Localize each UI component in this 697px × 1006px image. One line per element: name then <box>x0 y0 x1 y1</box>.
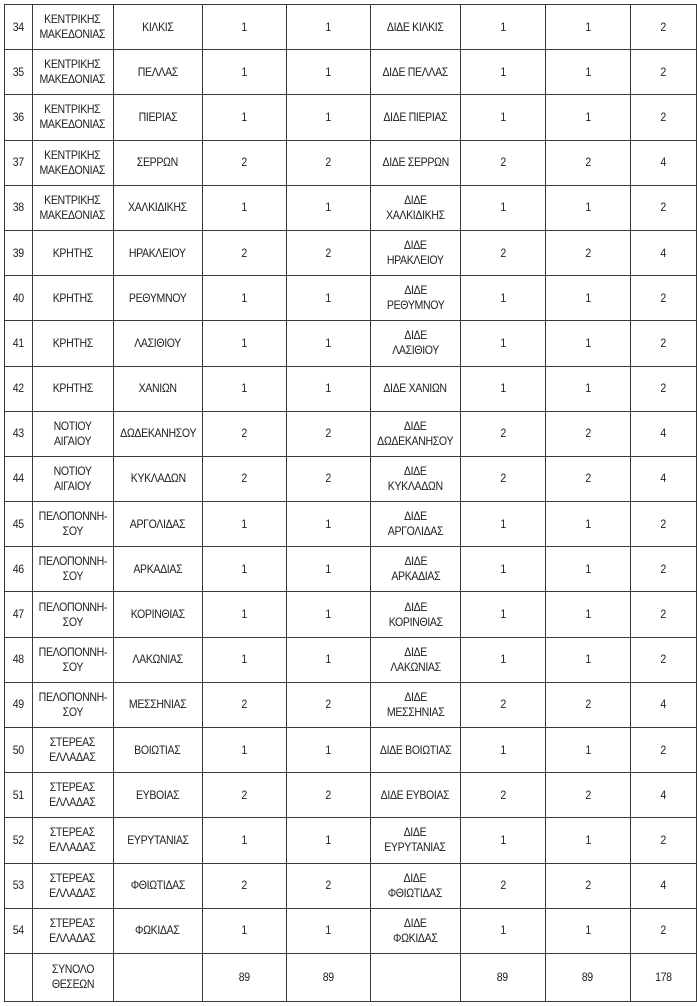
positions-a-cell: 1 <box>202 592 286 637</box>
positions-b-cell: 1 <box>286 502 370 547</box>
total-positions-cell: 4 <box>630 682 696 727</box>
table-row <box>5 818 697 863</box>
positions-d-cell: 2 <box>545 456 630 501</box>
positions-a-cell: 1 <box>202 276 286 321</box>
regional-unit-cell: ΡΕΘΥΜΝΟΥ <box>113 276 202 321</box>
positions-b-cell: 1 <box>286 5 370 50</box>
summary-label-text: ΣΥΝΟΛΟ ΘΕΣΕΩΝ <box>51 962 94 992</box>
row-number-cell: 46 <box>5 547 33 592</box>
region-cell: ΚΕΝΤΡΙΚΗΣ ΜΑΚΕΔΟΝΙΑΣ <box>32 50 113 95</box>
directorate-cell: ΔΙΔΕ ΦΘΙΩΤΙΔΑΣ <box>370 863 460 908</box>
directorate-cell: ΔΙΔΕ ΕΥΡΥΤΑΝΙΑΣ <box>370 818 460 863</box>
directorate-cell: ΔΙΔΕ ΦΩΚΙΔΑΣ <box>370 908 460 953</box>
directorate-cell: ΔΙΔΕ ΠΙΕΡΙΑΣ <box>370 95 460 140</box>
positions-a-cell: 1 <box>202 502 286 547</box>
positions-b-cell: 1 <box>286 547 370 592</box>
positions-c-cell: 1 <box>460 637 545 682</box>
row-number-cell: 53 <box>5 863 33 908</box>
summary-empty-cell <box>5 953 33 1001</box>
positions-d-cell: 1 <box>545 321 630 366</box>
positions-c-cell: 1 <box>460 50 545 95</box>
summary-empty-cell <box>113 953 202 1001</box>
positions-d-cell: 1 <box>545 592 630 637</box>
positions-d-cell: 1 <box>545 366 630 411</box>
regional-unit-cell: ΚΙΛΚΙΣ <box>113 5 202 50</box>
region-cell: ΠΕΛΟΠΟΝΝΗ- ΣΟΥ <box>32 637 113 682</box>
table-row <box>5 230 697 275</box>
directorate-cell: ΔΙΔΕ ΣΕΡΡΩΝ <box>370 140 460 185</box>
region-cell: ΠΕΛΟΠΟΝΝΗ- ΣΟΥ <box>32 547 113 592</box>
summary-total-text: 178 <box>655 969 672 984</box>
regional-unit-cell: ΦΩΚΙΔΑΣ <box>113 908 202 953</box>
directorate-cell: ΔΙΔΕ ΑΡΚΑΔΙΑΣ <box>370 547 460 592</box>
positions-b-cell: 1 <box>286 321 370 366</box>
positions-a-cell: 1 <box>202 728 286 773</box>
directorate-cell: ΔΙΔΕ ΡΕΘΥΜΝΟΥ <box>370 276 460 321</box>
total-positions-cell: 2 <box>630 95 696 140</box>
table-row <box>5 276 697 321</box>
positions-d-cell: 1 <box>545 818 630 863</box>
regional-unit-cell: ΛΑΚΩΝΙΑΣ <box>113 637 202 682</box>
summary-row <box>5 953 697 1001</box>
positions-a-cell: 1 <box>202 321 286 366</box>
row-number-cell: 38 <box>5 185 33 230</box>
total-positions-cell: 2 <box>630 321 696 366</box>
positions-c-cell: 1 <box>460 185 545 230</box>
positions-c-cell: 2 <box>460 230 545 275</box>
directorate-cell: ΔΙΔΕ ΠΕΛΛΑΣ <box>370 50 460 95</box>
regional-unit-cell: ΒΟΙΩΤΙΑΣ <box>113 728 202 773</box>
positions-d-cell: 2 <box>545 140 630 185</box>
regional-unit-cell: ΑΡΓΟΛΙΔΑΣ <box>113 502 202 547</box>
positions-d-cell: 2 <box>545 230 630 275</box>
positions-c-cell: 1 <box>460 908 545 953</box>
row-number-cell: 39 <box>5 230 33 275</box>
positions-c-cell: 1 <box>460 276 545 321</box>
positions-b-cell: 2 <box>286 863 370 908</box>
region-cell: ΣΤΕΡΕΑΣ ΕΛΛΑΔΑΣ <box>32 773 113 818</box>
region-cell: ΠΕΛΟΠΟΝΝΗ- ΣΟΥ <box>32 592 113 637</box>
total-positions-cell: 2 <box>630 818 696 863</box>
positions-d-cell: 1 <box>545 502 630 547</box>
regional-unit-cell: ΠΕΛΛΑΣ <box>113 50 202 95</box>
region-cell: ΝΟΤΙΟΥ ΑΙΓΑΙΟΥ <box>32 456 113 501</box>
regional-unit-cell: ΔΩΔΕΚΑΝΗΣΟΥ <box>113 411 202 456</box>
total-positions-cell: 2 <box>630 592 696 637</box>
total-positions-cell: 4 <box>630 230 696 275</box>
positions-c-cell: 1 <box>460 547 545 592</box>
directorate-cell: ΔΙΔΕ ΑΡΓΟΛΙΔΑΣ <box>370 502 460 547</box>
positions-c-cell: 2 <box>460 773 545 818</box>
regional-unit-cell: ΜΕΣΣΗΝΙΑΣ <box>113 682 202 727</box>
positions-d-cell: 2 <box>545 773 630 818</box>
positions-d-cell: 1 <box>545 5 630 50</box>
total-positions-cell: 4 <box>630 411 696 456</box>
table-row <box>5 50 697 95</box>
positions-a-cell: 2 <box>202 140 286 185</box>
positions-b-cell: 1 <box>286 637 370 682</box>
total-positions-cell: 2 <box>630 728 696 773</box>
positions-b-cell: 1 <box>286 908 370 953</box>
region-cell: ΣΤΕΡΕΑΣ ΕΛΛΑΔΑΣ <box>32 818 113 863</box>
table-row <box>5 637 697 682</box>
table-row <box>5 728 697 773</box>
row-number-cell: 37 <box>5 140 33 185</box>
positions-b-cell: 2 <box>286 456 370 501</box>
row-number-cell: 54 <box>5 908 33 953</box>
row-number-cell: 43 <box>5 411 33 456</box>
positions-d-cell: 1 <box>545 276 630 321</box>
positions-a-cell: 1 <box>202 637 286 682</box>
positions-c-cell: 1 <box>460 366 545 411</box>
table-row <box>5 5 697 50</box>
row-number-cell: 48 <box>5 637 33 682</box>
table-row <box>5 773 697 818</box>
directorate-cell: ΔΙΔΕ ΧΑΝΙΩΝ <box>370 366 460 411</box>
region-cell: ΣΤΕΡΕΑΣ ΕΛΛΑΔΑΣ <box>32 863 113 908</box>
positions-table <box>4 4 697 1002</box>
regional-unit-cell: ΧΑΝΙΩΝ <box>113 366 202 411</box>
region-cell: ΚΕΝΤΡΙΚΗΣ ΜΑΚΕΔΟΝΙΑΣ <box>32 5 113 50</box>
region-cell: ΚΕΝΤΡΙΚΗΣ ΜΑΚΕΔΟΝΙΑΣ <box>32 95 113 140</box>
positions-c-cell: 1 <box>460 592 545 637</box>
positions-a-cell: 1 <box>202 908 286 953</box>
positions-d-cell: 2 <box>545 411 630 456</box>
positions-a-cell: 1 <box>202 185 286 230</box>
table-row <box>5 95 697 140</box>
total-positions-cell: 2 <box>630 547 696 592</box>
positions-d-cell: 1 <box>545 637 630 682</box>
regional-unit-cell: ΚΟΡΙΝΘΙΑΣ <box>113 592 202 637</box>
table-row <box>5 366 697 411</box>
positions-c-cell: 1 <box>460 95 545 140</box>
positions-c-cell: 1 <box>460 728 545 773</box>
positions-b-cell: 1 <box>286 728 370 773</box>
region-cell: ΚΡΗΤΗΣ <box>32 276 113 321</box>
directorate-cell: ΔΙΔΕ ΚΟΡΙΝΘΙΑΣ <box>370 592 460 637</box>
positions-table-sheet <box>4 4 697 1002</box>
row-number-cell: 50 <box>5 728 33 773</box>
positions-c-cell: 2 <box>460 863 545 908</box>
total-positions-cell: 2 <box>630 637 696 682</box>
table-row <box>5 863 697 908</box>
positions-a-cell: 1 <box>202 547 286 592</box>
positions-c-cell: 1 <box>460 502 545 547</box>
table-row <box>5 321 697 366</box>
table-row <box>5 411 697 456</box>
positions-d-cell: 1 <box>545 50 630 95</box>
summary-positions-d-cell <box>545 953 630 1001</box>
positions-d-cell: 1 <box>545 728 630 773</box>
positions-c-cell: 1 <box>460 321 545 366</box>
positions-d-cell: 1 <box>545 95 630 140</box>
total-positions-cell: 2 <box>630 502 696 547</box>
positions-b-cell: 2 <box>286 140 370 185</box>
total-positions-cell: 2 <box>630 185 696 230</box>
positions-b-cell: 1 <box>286 366 370 411</box>
region-cell: ΚΕΝΤΡΙΚΗΣ ΜΑΚΕΔΟΝΙΑΣ <box>32 185 113 230</box>
summary-positions-a-text: 89 <box>238 969 250 984</box>
directorate-cell: ΔΙΔΕ ΕΥΒΟΙΑΣ <box>370 773 460 818</box>
total-positions-cell: 4 <box>630 773 696 818</box>
positions-d-cell: 1 <box>545 185 630 230</box>
regional-unit-cell: ΠΙΕΡΙΑΣ <box>113 95 202 140</box>
positions-b-cell: 2 <box>286 230 370 275</box>
row-number-cell: 52 <box>5 818 33 863</box>
positions-a-cell: 2 <box>202 456 286 501</box>
row-number-cell: 34 <box>5 5 33 50</box>
row-number-cell: 45 <box>5 502 33 547</box>
directorate-cell: ΔΙΔΕ ΔΩΔΕΚΑΝΗΣΟΥ <box>370 411 460 456</box>
directorate-cell: ΔΙΔΕ ΧΑΛΚΙΔΙΚΗΣ <box>370 185 460 230</box>
regional-unit-cell: ΦΘΙΩΤΙΔΑΣ <box>113 863 202 908</box>
row-number-cell: 40 <box>5 276 33 321</box>
positions-d-cell: 1 <box>545 547 630 592</box>
directorate-cell: ΔΙΔΕ ΛΑΣΙΘΙΟΥ <box>370 321 460 366</box>
region-cell: ΠΕΛΟΠΟΝΝΗ- ΣΟΥ <box>32 502 113 547</box>
regional-unit-cell: ΣΕΡΡΩΝ <box>113 140 202 185</box>
table-row <box>5 185 697 230</box>
table-row <box>5 592 697 637</box>
summary-positions-a-cell <box>202 953 286 1001</box>
total-positions-cell: 4 <box>630 863 696 908</box>
positions-d-cell: 1 <box>545 908 630 953</box>
directorate-cell: ΔΙΔΕ ΚΙΛΚΙΣ <box>370 5 460 50</box>
total-positions-cell: 2 <box>630 366 696 411</box>
table-row <box>5 456 697 501</box>
table-row <box>5 140 697 185</box>
table-body <box>5 5 697 1002</box>
summary-label-cell <box>32 953 113 1001</box>
directorate-cell: ΔΙΔΕ ΛΑΚΩΝΙΑΣ <box>370 637 460 682</box>
positions-b-cell: 1 <box>286 95 370 140</box>
positions-c-cell: 1 <box>460 818 545 863</box>
positions-b-cell: 2 <box>286 773 370 818</box>
positions-b-cell: 2 <box>286 682 370 727</box>
region-cell: ΝΟΤΙΟΥ ΑΙΓΑΙΟΥ <box>32 411 113 456</box>
positions-d-cell: 2 <box>545 863 630 908</box>
total-positions-cell: 2 <box>630 276 696 321</box>
total-positions-cell: 4 <box>630 140 696 185</box>
table-row <box>5 502 697 547</box>
row-number-cell: 47 <box>5 592 33 637</box>
positions-b-cell: 1 <box>286 185 370 230</box>
table-row <box>5 547 697 592</box>
positions-a-cell: 2 <box>202 230 286 275</box>
summary-positions-b-text: 89 <box>322 969 334 984</box>
regional-unit-cell: ΛΑΣΙΘΙΟΥ <box>113 321 202 366</box>
positions-b-cell: 1 <box>286 50 370 95</box>
positions-a-cell: 2 <box>202 682 286 727</box>
region-cell: ΚΡΗΤΗΣ <box>32 321 113 366</box>
positions-a-cell: 1 <box>202 50 286 95</box>
positions-c-cell: 2 <box>460 456 545 501</box>
summary-positions-c-cell <box>460 953 545 1001</box>
positions-c-cell: 1 <box>460 5 545 50</box>
positions-c-cell: 2 <box>460 140 545 185</box>
regional-unit-cell: ΑΡΚΑΔΙΑΣ <box>113 547 202 592</box>
positions-b-cell: 2 <box>286 411 370 456</box>
region-cell: ΚΡΗΤΗΣ <box>32 366 113 411</box>
row-number-cell: 44 <box>5 456 33 501</box>
positions-b-cell: 1 <box>286 276 370 321</box>
row-number-cell: 35 <box>5 50 33 95</box>
total-positions-cell: 2 <box>630 50 696 95</box>
directorate-cell: ΔΙΔΕ ΜΕΣΣΗΝΙΑΣ <box>370 682 460 727</box>
positions-b-cell: 1 <box>286 818 370 863</box>
row-number-cell: 49 <box>5 682 33 727</box>
regional-unit-cell: ΚΥΚΛΑΔΩΝ <box>113 456 202 501</box>
directorate-cell: ΔΙΔΕ ΚΥΚΛΑΔΩΝ <box>370 456 460 501</box>
region-cell: ΚΕΝΤΡΙΚΗΣ ΜΑΚΕΔΟΝΙΑΣ <box>32 140 113 185</box>
region-cell: ΚΡΗΤΗΣ <box>32 230 113 275</box>
positions-a-cell: 2 <box>202 411 286 456</box>
regional-unit-cell: ΕΥΒΟΙΑΣ <box>113 773 202 818</box>
total-positions-cell: 2 <box>630 5 696 50</box>
positions-c-cell: 2 <box>460 411 545 456</box>
region-cell: ΠΕΛΟΠΟΝΝΗ- ΣΟΥ <box>32 682 113 727</box>
row-number-cell: 41 <box>5 321 33 366</box>
positions-a-cell: 1 <box>202 95 286 140</box>
summary-empty-cell <box>370 953 460 1001</box>
summary-positions-d-text: 89 <box>582 969 594 984</box>
positions-a-cell: 1 <box>202 366 286 411</box>
row-number-cell: 51 <box>5 773 33 818</box>
positions-b-cell: 1 <box>286 592 370 637</box>
directorate-cell: ΔΙΔΕ ΗΡΑΚΛΕΙΟΥ <box>370 230 460 275</box>
table-row <box>5 908 697 953</box>
positions-a-cell: 2 <box>202 773 286 818</box>
directorate-cell: ΔΙΔΕ ΒΟΙΩΤΙΑΣ <box>370 728 460 773</box>
region-cell: ΣΤΕΡΕΑΣ ΕΛΛΑΔΑΣ <box>32 908 113 953</box>
positions-a-cell: 2 <box>202 863 286 908</box>
regional-unit-cell: ΕΥΡΥΤΑΝΙΑΣ <box>113 818 202 863</box>
table-row <box>5 682 697 727</box>
regional-unit-cell: ΧΑΛΚΙΔΙΚΗΣ <box>113 185 202 230</box>
region-cell: ΣΤΕΡΕΑΣ ΕΛΛΑΔΑΣ <box>32 728 113 773</box>
regional-unit-cell: ΗΡΑΚΛΕΙΟΥ <box>113 230 202 275</box>
positions-a-cell: 1 <box>202 5 286 50</box>
row-number-cell: 36 <box>5 95 33 140</box>
positions-d-cell: 2 <box>545 682 630 727</box>
total-positions-cell: 4 <box>630 456 696 501</box>
positions-c-cell: 2 <box>460 682 545 727</box>
total-positions-cell: 2 <box>630 908 696 953</box>
summary-positions-b-cell <box>286 953 370 1001</box>
row-number-cell: 42 <box>5 366 33 411</box>
summary-positions-c-text: 89 <box>497 969 509 984</box>
summary-total-cell <box>630 953 696 1001</box>
positions-a-cell: 1 <box>202 818 286 863</box>
